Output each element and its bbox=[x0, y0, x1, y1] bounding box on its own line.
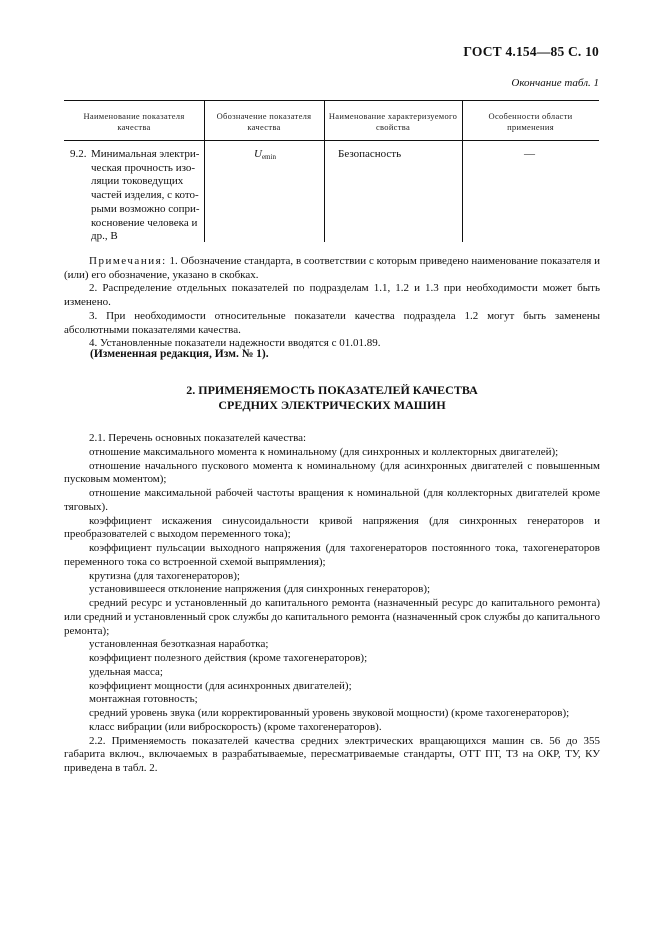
paragraph: средний ресурс и установленный до капитального ремонта (назначенный ресурс до капитального ремонта) или средний и установленный срок службы до капитального ремонта (назначенный срок службы до капитального ремонта); bbox=[64, 597, 600, 637]
table-header-border bbox=[64, 140, 599, 141]
column-header-property: Наименование характеризуемого свойства bbox=[328, 111, 458, 132]
column-divider bbox=[462, 100, 463, 242]
paragraph: 2.1. Перечень основных показателей качества: bbox=[89, 432, 307, 444]
paragraph: крутизна (для тахогенераторов); bbox=[89, 569, 240, 582]
row-scope: — bbox=[524, 148, 535, 160]
row-property: Безопасность bbox=[338, 148, 402, 160]
section-body bbox=[64, 432, 600, 776]
table-top-border bbox=[64, 100, 599, 101]
paragraph: отношение максимального момента к номинальному (для синхронных и коллекторных двигателей); bbox=[89, 445, 559, 458]
row-designation: $U_{emin}$ bbox=[254, 148, 276, 161]
paragraph: отношение начального пускового момента к номинальному (для асинхронных двигателей с повышенным пусковым моментом); bbox=[64, 459, 600, 486]
paragraph: класс вибрации (или виброскорость) (кроме тахогенераторов). bbox=[89, 720, 382, 733]
page-header: ГОСТ 4.154—85 С. 10 bbox=[463, 44, 599, 59]
paragraph: средний уровень звука (или корректированный уровень звуковой мощности) (кроме тахогенераторов); bbox=[89, 707, 570, 719]
row-number: 9.2. bbox=[70, 148, 87, 160]
column-header-name: Наименование показателя качества bbox=[83, 111, 185, 132]
indicators-table bbox=[64, 100, 599, 242]
column-header-scope: Особенности области применения bbox=[488, 111, 573, 132]
paragraph: коэффициент мощности (для асинхронных двигателей); bbox=[89, 679, 352, 692]
amendment-note: (Измененная редакция, Изм. № 1). bbox=[90, 348, 269, 360]
table-continuation-note: Окончание табл. 1 bbox=[511, 77, 599, 89]
row-indicator-name: Минимальная электри- ческая прочность изо- ляции токоведущих частей изделия, с кото- рыми возможно сопри- косновение человека и др., В bbox=[91, 148, 200, 243]
paragraph: установленная безотказная наработка; bbox=[89, 638, 269, 651]
column-divider bbox=[324, 100, 325, 242]
paragraph: монтажная готовность; bbox=[89, 693, 198, 706]
paragraph: коэффициент полезного действия (кроме тахогенераторов); bbox=[89, 652, 368, 664]
paragraph: коэффициент пульсации выходного напряжения (для тахогенераторов постоянного тока, тахогенераторов переменного тока со встроенной схемой выпрямления); bbox=[64, 542, 600, 568]
paragraph: удельная масса; bbox=[89, 665, 163, 678]
notes-label: Примечания: bbox=[89, 255, 167, 267]
paragraph: отношение максимальной рабочей частоты вращения к номинальной (для коллекторных двигателей кроме тяговых). bbox=[64, 487, 600, 513]
table-notes: Примечания: 1. Обозначение стандарта, в соответствии с которым приведено наименование показателя и (или) его обозначение, указано в скобках. 2. Распределение отдельных показателей по подразделам 1.1, 1.2 и 1.3 при необходимости может быть изменено. 3. При необходимости относительные показатели качества подраздела 1.2 могут быть заменены абсолютными показателями качества. 4. Установленные показатели надежности вводятся с 01.01.89. bbox=[64, 255, 600, 350]
paragraph: установившееся отклонение напряжения (для синхронных генераторов); bbox=[89, 583, 431, 596]
section-title: 2. ПРИМЕНЯЕМОСТЬ ПОКАЗАТЕЛЕЙ КАЧЕСТВА СРЕДНИХ ЭЛЕКТРИЧЕСКИХ МАШИН bbox=[186, 383, 478, 412]
column-header-designation: Обозначение показателя качества bbox=[216, 111, 312, 132]
paragraph: коэффициент искажения синусоидальности кривой напряжения (для синхронных генераторов и преобразователей с выходом переменного тока); bbox=[64, 514, 600, 541]
paragraph: 2.2. Применяемость показателей качества средних электрических вращающихся машин св. 56 до 355 габарита включ., включаемых в разрабатываемые, пересматриваемые стандарты, ОТТ ПТ, ТЗ на ОКР, ТУ, КУ приведена в табл. 2. bbox=[64, 734, 600, 774]
column-divider bbox=[204, 100, 205, 242]
